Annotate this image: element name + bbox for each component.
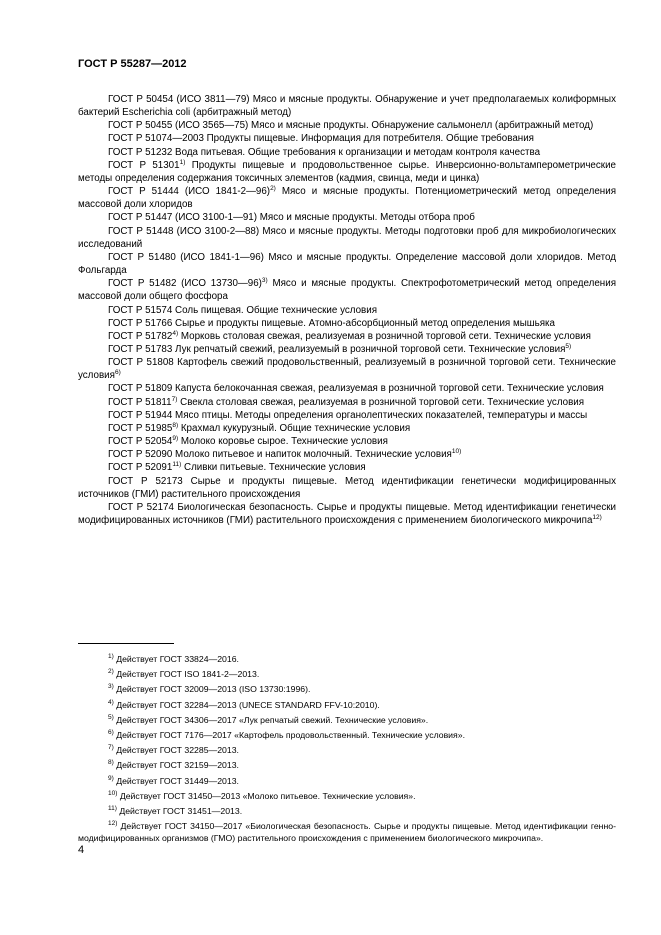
footnote-ref: 6)	[114, 369, 121, 377]
standard-entry: ГОСТ Р 51574 Соль пищевая. Общие технические условия	[108, 304, 378, 316]
footnote: $^{7)}$ Действует ГОСТ 32285—2013.	[108, 744, 239, 756]
standard-entry: ГОСТ Р 51301$^{1)}$ Продукты пищевые и продовольственное сырье. Инверсионно-вольтамперометрические методы определения содержания токсичных элементов (кадмия, свинца, меди и цинка)	[78, 158, 616, 184]
footnote-ref: 8)	[172, 421, 179, 429]
standard-entry: ГОСТ Р 51074—2003 Продукты пищевые. Информация для потребителя. Общие требования	[108, 133, 534, 145]
standard-entry: ГОСТ Р 52054$^{9)}$ Молоко коровье сырое. Технические условия	[108, 435, 388, 448]
footnote-mark: 5)	[108, 713, 114, 721]
footnote: $^{8)}$ Действует ГОСТ 32159—2013.	[108, 759, 239, 771]
standard-entry: ГОСТ Р 51482 (ИСО 13730—96)$^{3)}$ Мясо и мясные продукты. Спектрофотометрический метод определения массовой доли общего фосфора	[78, 277, 616, 303]
footnote-ref: 2)	[270, 185, 276, 193]
footnote-ref: 12)	[592, 514, 602, 521]
footnote-mark: 1)	[108, 653, 114, 660]
footnote-ref: 7)	[171, 395, 178, 403]
standard-entry: ГОСТ Р 52174 Биологическая безопасность. Сырье и продукты пищевые. Метод идентификации генетически модифицированных источников (ГМИ) растительного происхождения с применением биологического микрочипа$^{12)}$	[78, 501, 616, 526]
footnote-ref: 3)	[261, 277, 268, 285]
footnote: $^{3)}$ Действует ГОСТ 32009—2013 (ISO 13730:1996).	[108, 683, 311, 695]
footnote-mark: 7)	[108, 744, 114, 752]
standard-entry: ГОСТ Р 51444 (ИСО 1841-2—96)$^{2)}$ Мясо и мясные продукты. Потенциометрический метод определения массовой доли хлоридов	[78, 185, 616, 211]
standard-entry: ГОСТ Р 51944 Мясо птицы. Методы определения органолептических показателей, температуры и массы	[108, 409, 588, 421]
standard-entry: ГОСТ Р 52090 Молоко питьевое и напиток молочный. Технические условия$^{10)}$	[108, 448, 462, 461]
footnote: $^{11)}$ Действует ГОСТ 31451—2013.	[108, 805, 243, 817]
standard-entry: ГОСТ Р 51766 Сырье и продукты пищевые. Атомно-абсорбционный метод определения мышьяка	[108, 317, 555, 329]
standard-entry: ГОСТ Р 51809 Капуста белокочанная свежая, реализуемая в розничной торговой сети. Технические условия	[108, 383, 604, 395]
footnote: $^{2)}$ Действует ГОСТ ISO 1841-2—2013.	[108, 668, 260, 680]
standard-entry: ГОСТ Р 51232 Вода питьевая. Общие требования к организации и методам контроля качества	[108, 146, 541, 158]
footnote-mark: 2)	[108, 668, 114, 676]
footnote-mark: 6)	[108, 729, 114, 737]
footnote-mark: 11)	[108, 805, 117, 813]
page-number: 4	[78, 844, 85, 856]
footnotes	[78, 652, 616, 844]
footnote: $^{10)}$ Действует ГОСТ 31450—2013 «Молоко питьевое. Технические условия».	[108, 789, 416, 801]
footnote: $^{1)}$ Действует ГОСТ 33824—2016.	[108, 653, 239, 664]
footnote-ref: 5)	[565, 342, 572, 350]
footnote-mark: 8)	[108, 759, 114, 767]
footnote: $^{6)}$ Действует ГОСТ 7176—2017 «Картофель продовольственный. Технические условия».	[108, 729, 465, 741]
standard-entry: ГОСТ Р 52091$^{11)}$ Сливки питьевые. Технические условия	[108, 461, 366, 474]
standard-entry: ГОСТ Р 51448 (ИСО 3100-2—88) Мясо и мясные продукты. Методы подготовки проб для микробиологических исследований	[78, 225, 616, 250]
footnote: $^{4)}$ Действует ГОСТ 32284—2013 (UNECE STANDARD FFV-10:2010).	[108, 698, 380, 710]
document-header: ГОСТ Р 55287—2012	[78, 58, 187, 70]
standard-entry: ГОСТ Р 52173 Сырье и продукты пищевые. Метод идентификации генетически модифицированных источников (ГМИ) растительного происхождения	[78, 475, 616, 500]
standard-entry: ГОСТ Р 51985$^{8)}$ Крахмал кукурузный. Общие технические условия	[108, 421, 411, 434]
standard-entry: ГОСТ Р 50455 (ИСО 3565—75) Мясо и мясные продукты. Обнаружение сальмонелл (арбитражный метод)	[108, 120, 594, 132]
footnote: $^{5)}$ Действует ГОСТ 34306—2017 «Лук репчатый свежий. Технические условия».	[108, 713, 429, 725]
footnote-ref: 4)	[172, 329, 179, 337]
standard-entry: ГОСТ Р 51783 Лук репчатый свежий, реализуемый в розничной торговой сети. Технические условия$^{5)}$	[108, 342, 572, 355]
footnote-ref: 11)	[172, 461, 182, 469]
standard-entry: ГОСТ Р 50454 (ИСО 3811—79) Мясо и мясные продукты. Обнаружение и учет предполагаемых колиформных бактерий Escherichia coli (арбитражный метод)	[78, 94, 616, 119]
standards-list	[78, 93, 616, 527]
footnote: $^{12)}$ Действует ГОСТ 34150—2017 «Биологическая безопасность. Сырье и продукты пищевые. Метод идентификации генно-модифицированных организмов (ГМО) растительного происхождения с применением биологического микрочипа».	[78, 820, 616, 843]
footnote-mark: 12)	[108, 820, 118, 828]
footnote-mark: 3)	[108, 683, 114, 691]
footnote-ref: 10)	[451, 448, 462, 456]
standard-entry: ГОСТ Р 51480 (ИСО 1841-1—96) Мясо и мясные продукты. Определение массовой доли хлоридов. Метод Фольгарда	[78, 251, 616, 277]
footnote-mark: 4)	[108, 698, 114, 706]
footnote-ref: 9)	[172, 435, 179, 443]
standard-entry: ГОСТ Р 51782$^{4)}$ Морковь столовая свежая, реализуемая в розничной торговой сети. Технические условия	[108, 329, 591, 342]
footnote-ref: 1)	[179, 158, 186, 166]
standard-entry: ГОСТ Р 51447 (ИСО 3100-1—91) Мясо и мясные продукты. Методы отбора проб	[108, 212, 475, 224]
footnote-mark: 10)	[108, 789, 118, 797]
standard-entry: ГОСТ Р 51811$^{7)}$ Свекла столовая свежая, реализуемая в розничной торговой сети. Технические условия	[108, 395, 585, 408]
footnote: $^{9)}$ Действует ГОСТ 31449—2013.	[108, 774, 239, 786]
footnote-mark: 9)	[108, 774, 114, 782]
standard-entry: ГОСТ Р 51808 Картофель свежий продовольственный, реализуемый в розничной торговой сети. Технические условия$^{6)}$	[78, 357, 616, 382]
footnote-separator	[78, 643, 174, 644]
